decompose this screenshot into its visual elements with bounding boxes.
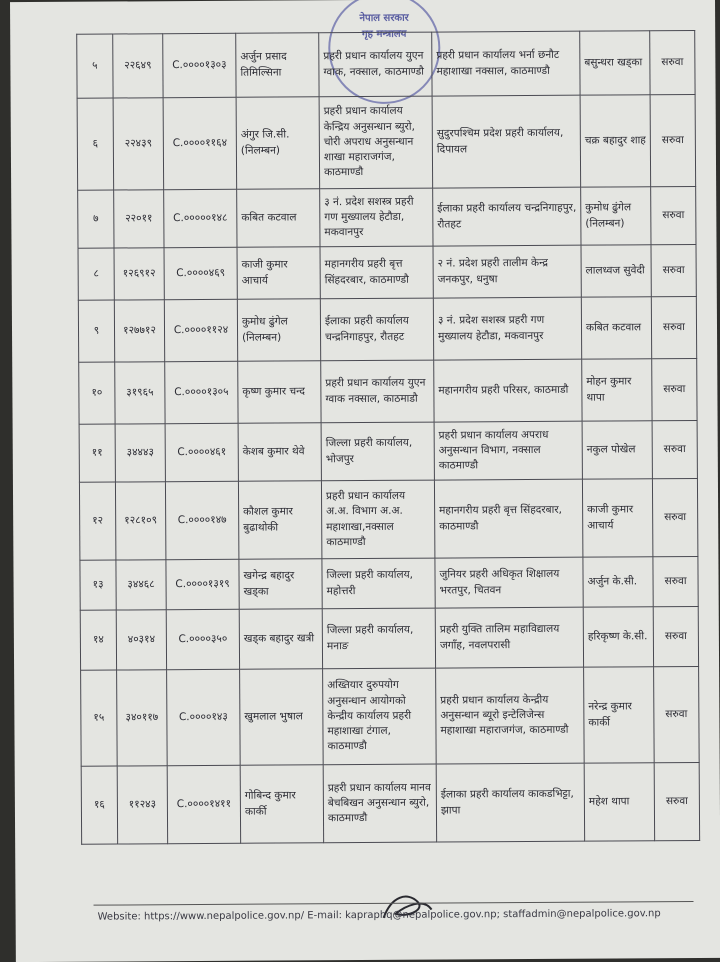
table-row: [79, 358, 697, 424]
employee-name-cell: कौशल कुमार बुढाथोकी: [238, 481, 321, 560]
footer-contact: Website: https://www.nepalpolice.gov.np/ E-mail: kapraphq@nepalpolice.gov.np; staffadmin@nepalpolice.gov.np: [97, 908, 661, 923]
table-row: [77, 30, 695, 98]
replacement-name-cell: अर्जुन के.सी.: [583, 557, 653, 607]
current-office-cell: महानगरीय प्रहरी बृत्त सिंहदरबार, काठमाण्डौ: [320, 246, 433, 299]
serial-number-cell: ५: [77, 34, 113, 98]
table-row: [81, 762, 699, 844]
id-number-cell: १२७७१२: [114, 300, 164, 362]
code-number-cell: C.००००१४११: [167, 765, 240, 843]
transfer-office-cell: २ नं. प्रदेश प्रहरी तालीम केन्द्र जनकपुर, धनुषा: [433, 245, 581, 298]
id-number-cell: ११२४३: [117, 766, 167, 844]
current-office-cell: ३ नं. प्रदेश सशस्त्र प्रहरी गण मुख्यालय हेटौडा, मकवानपुर: [320, 188, 433, 247]
employee-name-cell: गोबिन्द कुमार कार्की: [240, 765, 323, 844]
id-number-cell: ३१९६५: [115, 362, 165, 424]
serial-number-cell: ११: [79, 424, 115, 482]
serial-number-cell: ९: [78, 300, 114, 362]
code-number-cell: C.००००१४७: [165, 481, 238, 559]
status-cell: सरुवा: [654, 666, 700, 762]
id-number-cell: ४०३१४: [116, 610, 166, 670]
status-cell: सरुवा: [651, 244, 696, 296]
code-number-cell: C.००००१३१९: [166, 559, 239, 609]
current-office-cell: जिल्ला प्रहरी कार्यालय, महोत्तरी: [322, 558, 435, 609]
employee-name-cell: खगेन्द्र बहादुर खड्का: [239, 559, 322, 610]
code-number-cell: C.००००१४३: [167, 669, 241, 765]
replacement-name-cell: कुमोध ढुंगेल (निलम्बन): [581, 187, 651, 245]
table-row: [79, 478, 697, 560]
replacement-name-cell: काजी कुमार आचार्य: [582, 479, 652, 557]
current-office-cell: प्रहरी प्रधान कार्यालय अ.अ. विभाग अ.अ. महाशाखा,नक्साल काठमाण्डौ: [321, 480, 434, 559]
current-office-cell: प्रहरी प्रधान कार्यालय केन्द्रिय अनुसन्धान ब्युरो, चोरी अपराध अनुसन्धान शाखा महाराजगंज, काठमाण्डौ: [319, 96, 433, 189]
serial-number-cell: १६: [81, 766, 117, 844]
table-row: [78, 244, 696, 300]
employee-name-cell: केशब कुमार थेवे: [238, 423, 321, 482]
status-cell: सरुवा: [652, 358, 697, 420]
code-number-cell: C.००००१३०३: [163, 33, 236, 97]
id-number-cell: २२६४९: [113, 34, 163, 98]
serial-number-cell: ७: [78, 190, 114, 248]
employee-name-cell: खुमलाल भुषाल: [240, 669, 324, 766]
current-office-cell: जिल्ला प्रहरी कार्यालय, मनाङ: [322, 608, 435, 669]
serial-number-cell: १५: [81, 670, 118, 766]
current-office-cell: प्रहरी प्रधान कार्यालय मानव बेचबिखन अनुसन्धान ब्युरो, काठमाण्डौ: [323, 764, 436, 843]
signature-icon: [377, 888, 437, 928]
transfer-office-cell: ईलाका प्रहरी कार्यालय काकडभिट्टा, झापा: [436, 763, 584, 842]
current-office-cell: प्रहरी प्रधान कार्यालय युएन ग्वाक नक्साल, काठमाडौ: [321, 360, 434, 423]
serial-number-cell: ६: [77, 98, 114, 190]
table-row: [78, 186, 696, 248]
replacement-name-cell: नकुल पोखेल: [582, 421, 652, 479]
table-row: [80, 606, 698, 670]
serial-number-cell: १३: [80, 560, 116, 610]
status-cell: सरुवा: [652, 420, 697, 478]
code-number-cell: C.००००१३०५: [165, 361, 238, 423]
employee-name-cell: कुमोध ढुंगेल (निलम्बन): [237, 299, 320, 362]
current-office-cell: जिल्ला प्रहरी कार्यालय, भोजपुर: [321, 422, 434, 481]
id-number-cell: २२०११: [114, 190, 164, 248]
replacement-name-cell: लालध्वज सुवेदी: [581, 245, 651, 297]
employee-name-cell: खड्क बहादुर खत्री: [239, 609, 322, 670]
replacement-name-cell: बसुन्धरा खड्का: [580, 31, 650, 95]
seal-line-2: गृह मन्त्रालय: [362, 28, 407, 41]
serial-number-cell: ८: [78, 248, 114, 300]
transfer-office-cell: प्रहरी प्रधान कार्यालय केन्द्रीय अनुसन्धान ब्यूरो इन्टेलिजेन्स महाशाखा महाराजगंज, काठमाण्डौ: [436, 667, 585, 764]
replacement-name-cell: हरिकृष्ण के.सी.: [583, 607, 653, 667]
employee-name-cell: कृष्ण कुमार चन्द: [238, 361, 321, 424]
transfer-office-cell: सुदुरपश्चिम प्रदेश प्रहरी कार्यालय, दिपायल: [432, 95, 581, 188]
id-number-cell: ३४०११७: [117, 670, 168, 766]
id-number-cell: १२८१०९: [115, 482, 165, 560]
transfer-office-cell: प्रहरी प्रधान कार्यालय भर्ना छनौट महाशाखा नक्साल, काठमाण्डौ: [432, 31, 580, 96]
replacement-name-cell: नरेन्द्र कुमार कार्की: [584, 667, 655, 763]
serial-number-cell: १४: [80, 610, 116, 670]
code-number-cell: C.००००११२४: [164, 299, 237, 361]
employee-name-cell: काजी कुमार आचार्य: [237, 247, 320, 300]
serial-number-cell: १२: [79, 482, 115, 560]
status-cell: सरुवा: [654, 762, 699, 840]
transfer-table: [76, 30, 700, 845]
transfer-office-cell: प्रहरी युक्ति तालिम महाविद्यालय जगाँह, नवलपरासी: [435, 607, 583, 668]
status-cell: सरुवा: [650, 30, 695, 94]
code-number-cell: C.००००३५०: [166, 609, 239, 669]
status-cell: सरुवा: [652, 478, 697, 556]
code-number-cell: C.००००४६१: [165, 423, 238, 481]
replacement-name-cell: मोहन कुमार थापा: [582, 359, 652, 421]
id-number-cell: ३४४६८: [116, 560, 166, 610]
document-page: [10, 0, 720, 962]
code-number-cell: C.००००४६९: [164, 247, 237, 299]
id-number-cell: ३४४४३: [115, 424, 165, 482]
serial-number-cell: १०: [79, 362, 115, 424]
current-office-cell: प्रहरी प्रधान कार्यालय युएन ग्वाक, नक्साल, काठमाण्डौ: [319, 32, 432, 97]
code-number-cell: C.०००००१४८: [164, 189, 237, 247]
replacement-name-cell: चक्र बहादुर शाह: [580, 95, 651, 187]
transfer-office-cell: महानगरीय प्रहरी परिसर, काठमाडौ: [434, 359, 582, 422]
table-row: [81, 666, 700, 766]
transfer-office-cell: ३ नं. प्रदेश सशस्त्र प्रहरी गण मुख्यालय हेटौडा, मकवानपुर: [433, 297, 581, 360]
employee-name-cell: अंगुर जि.सी. (निलम्बन): [236, 97, 320, 190]
transfer-office-cell: ईलाका प्रहरी कार्यालय चन्द्रनिगाहपुर, रौतहट: [433, 187, 581, 246]
table-row: [79, 420, 697, 482]
table-row: [77, 94, 696, 190]
transfer-office-cell: प्रहरी प्रधान कार्यालय अपराध अनुसन्धान विभाग, नक्साल काठमाण्डौ: [434, 421, 582, 480]
status-cell: सरुवा: [653, 556, 698, 606]
id-number-cell: २२४३९: [113, 98, 164, 190]
transfer-office-cell: महानगरीय प्रहरी बृत्त सिंहदरबार, काठमाण्डौ: [434, 479, 582, 558]
table-row: [80, 556, 698, 610]
replacement-name-cell: महेश थापा: [584, 763, 654, 841]
employee-name-cell: कबित कटवाल: [237, 189, 320, 248]
current-office-cell: अख्तियार दुरुपयोग अनुसन्धान आयोगको केन्द्रीय कार्यालय प्रहरी महाशाखा टंगाल, काठमाण्डौ: [323, 668, 437, 765]
table-row: [78, 296, 696, 362]
status-cell: सरुवा: [653, 606, 698, 666]
transfer-office-cell: जुनियर प्रहरी अधिकृत शिक्षालय भरतपुर, चितवन: [435, 557, 583, 608]
status-cell: सरुवा: [650, 94, 696, 186]
code-number-cell: C.००००११६४: [163, 97, 237, 189]
id-number-cell: १२६९१२: [114, 248, 164, 300]
current-office-cell: ईलाका प्रहरी कार्यालय चन्द्रनिगाहपुर, रौतहट: [320, 298, 433, 361]
employee-name-cell: अर्जुन प्रसाद तिमिल्सिना: [236, 33, 319, 98]
status-cell: सरुवा: [651, 296, 696, 358]
status-cell: सरुवा: [651, 186, 696, 244]
seal-line-1: नेपाल सरकार: [359, 12, 409, 25]
replacement-name-cell: कबित कटवाल: [581, 297, 651, 359]
